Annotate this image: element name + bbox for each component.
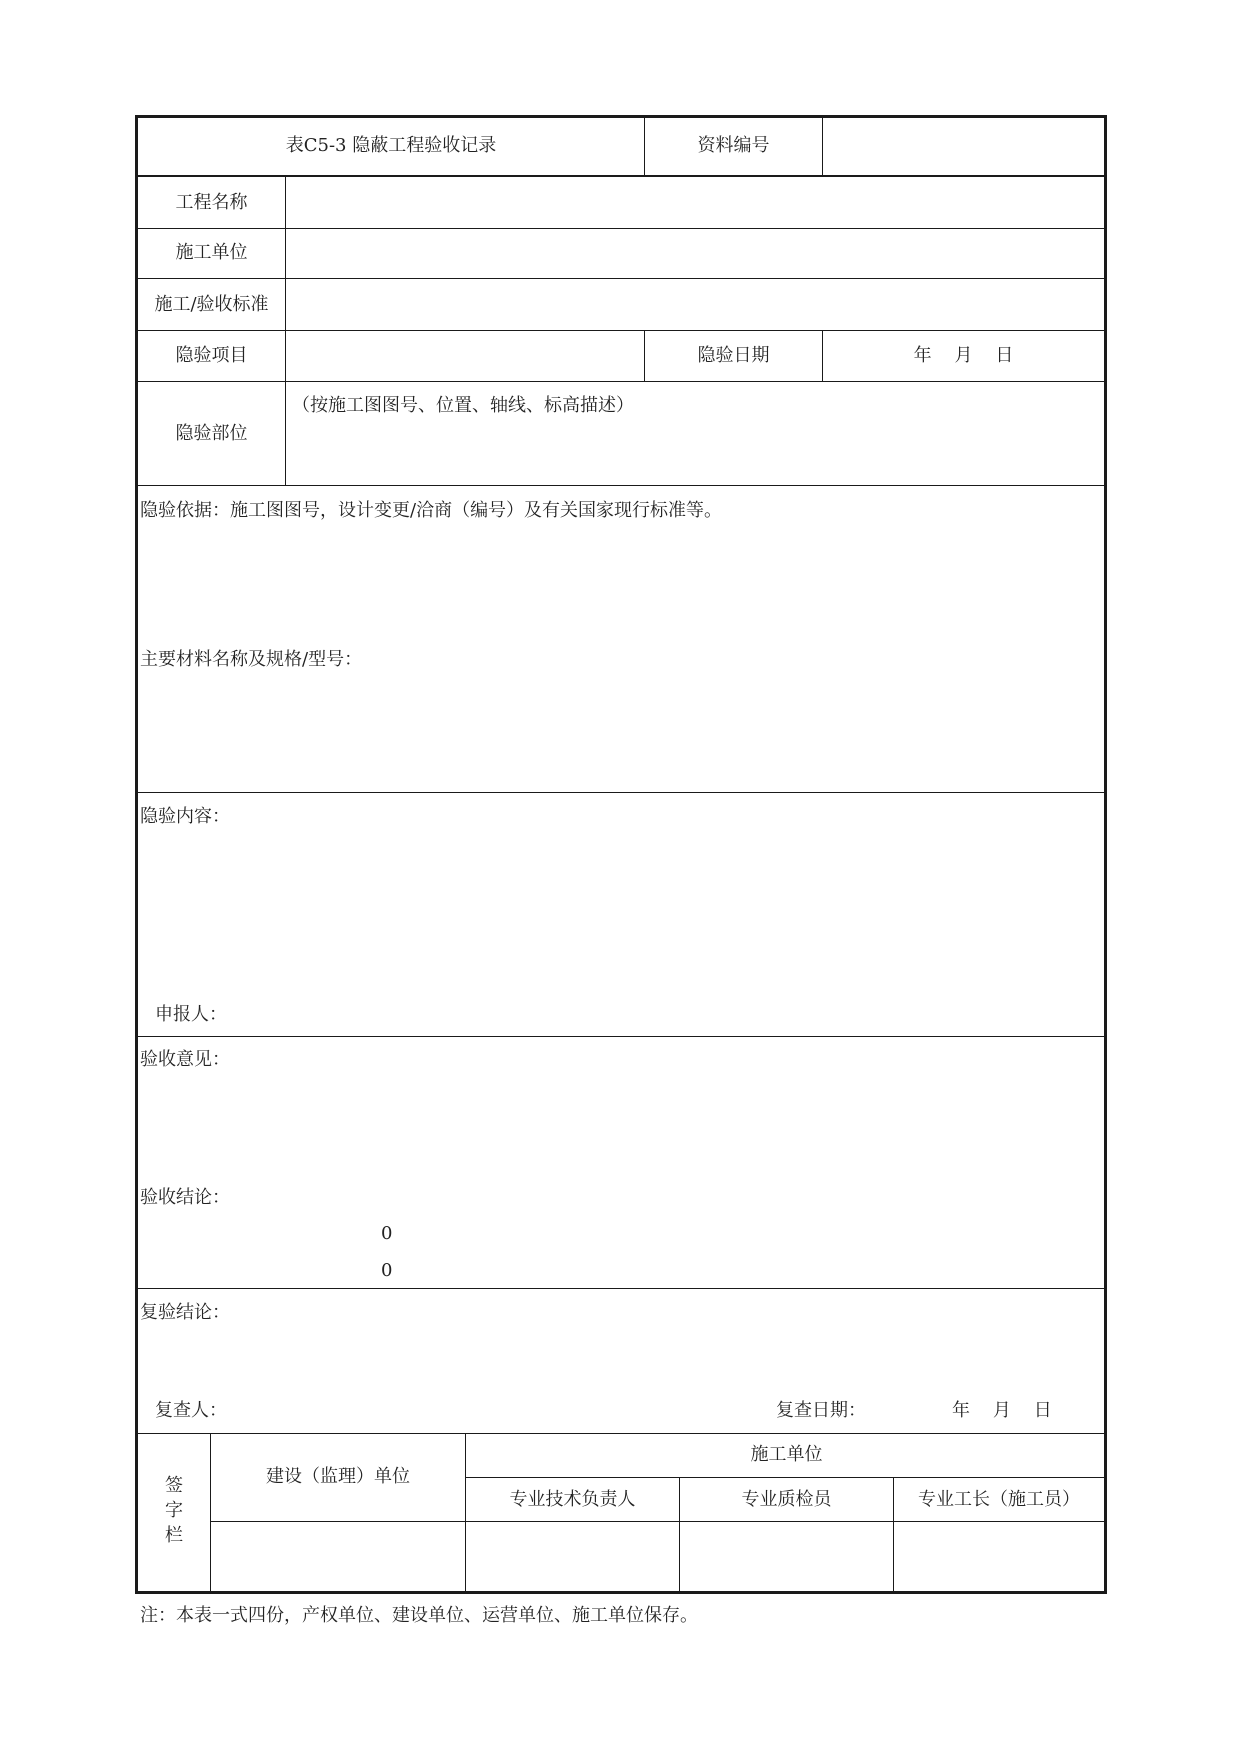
- standard-label: 施工/验收标准: [154, 294, 269, 315]
- rule: [135, 228, 1107, 229]
- conclusion-value: 0: [381, 1223, 393, 1244]
- rule: [135, 278, 1107, 279]
- rule: [135, 792, 1107, 793]
- applicant-label: 申报人：: [155, 1004, 227, 1025]
- location-hint: （按施工图图号、位置、轴线、标高描述）: [292, 395, 634, 416]
- footer-note: 注：本表一式四份，产权单位、建设单位、运营单位、施工单位保存。: [140, 1605, 698, 1626]
- table-border-left: [135, 115, 138, 1594]
- recheck-date-label: 复查日期：: [776, 1400, 866, 1421]
- signature-section-label: [138, 1473, 210, 1548]
- rule: [210, 1433, 211, 1593]
- rule: [822, 115, 823, 176]
- rule: [135, 175, 1107, 177]
- recheck-date-value[interactable]: 年 月 日: [952, 1400, 1052, 1421]
- rule: [135, 1433, 1107, 1434]
- table-border-right: [1104, 115, 1107, 1594]
- foreman-label: 专业工长（施工员）: [918, 1489, 1080, 1510]
- rule: [465, 1477, 1107, 1478]
- rule: [135, 1288, 1107, 1289]
- contractor-label: 施工单位: [175, 242, 248, 263]
- conclusion-value: 0: [381, 1260, 393, 1281]
- date-value[interactable]: 年 月 日: [913, 345, 1014, 366]
- form-title: 表C5-3 隐蔽工程验收记录: [285, 135, 497, 156]
- rule: [135, 485, 1107, 486]
- content-label: 隐验内容：: [140, 806, 230, 827]
- project-name-label: 工程名称: [175, 192, 248, 213]
- signature-char: 字: [165, 1500, 183, 1521]
- rule: [135, 1036, 1107, 1037]
- table-border-bottom: [135, 1591, 1107, 1594]
- signature-char: 栏: [165, 1525, 183, 1546]
- table-border-top: [135, 115, 1107, 118]
- recheck-label: 复验结论：: [140, 1302, 230, 1323]
- contractor-unit-label: 施工单位: [750, 1444, 823, 1465]
- date-label: 隐验日期: [697, 345, 770, 366]
- signature-char: 签: [165, 1475, 183, 1496]
- doc-no-label: 资料编号: [697, 135, 770, 156]
- tech-lead-label: 专业技术负责人: [509, 1489, 636, 1510]
- rechecker-label: 复查人：: [155, 1400, 227, 1421]
- item-label: 隐验项目: [175, 345, 248, 366]
- rule: [210, 1521, 1107, 1522]
- materials-label: 主要材料名称及规格/型号：: [140, 649, 363, 670]
- location-label: 隐验部位: [175, 423, 248, 444]
- qc-label: 专业质检员: [741, 1489, 832, 1510]
- rule: [135, 330, 1107, 331]
- opinion-label: 验收意见：: [140, 1049, 230, 1070]
- owner-label: 建设（监理）单位: [266, 1466, 410, 1487]
- rule: [285, 176, 286, 485]
- rule: [135, 381, 1107, 382]
- conclusion-label: 验收结论：: [140, 1187, 230, 1208]
- basis-text: 隐验依据：施工图图号，设计变更/洽商（编号）及有关国家现行标准等。: [140, 500, 723, 521]
